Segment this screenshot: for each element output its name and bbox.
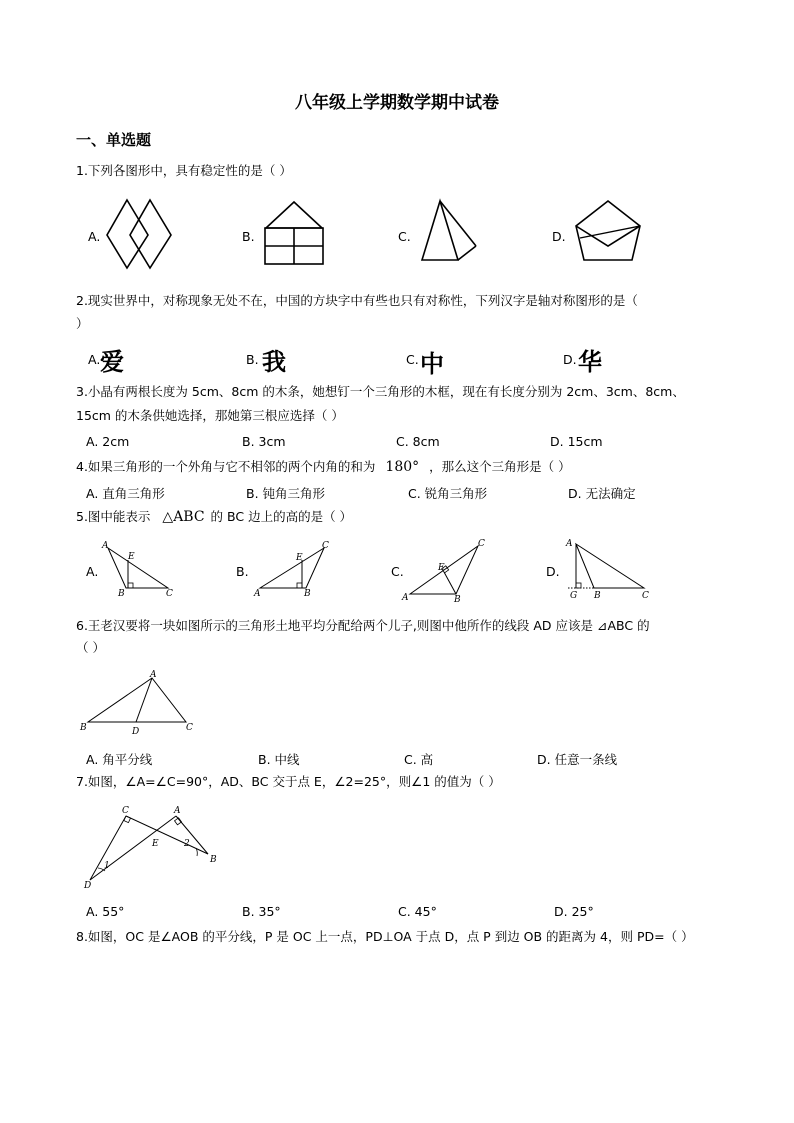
q7-option-c[interactable]: C. 45° bbox=[398, 904, 437, 919]
q2-char-a: 爱 bbox=[100, 348, 124, 376]
q5a-label-c: C bbox=[166, 589, 173, 598]
q6-label-b: B bbox=[80, 723, 87, 733]
q7-angle-2: 2 bbox=[184, 839, 190, 849]
question-4-stem bbox=[76, 457, 571, 477]
q7-label-e: E bbox=[152, 839, 159, 849]
q5-stem-part1: 5.图中能表示 bbox=[76, 509, 151, 524]
q7-label-d: D bbox=[84, 881, 92, 891]
q5b-label-b: B bbox=[304, 589, 311, 598]
q4-stem-part2: ，那么这个三角形是（ ） bbox=[429, 459, 571, 474]
page-title: 八年级上学期数学期中试卷 bbox=[295, 93, 499, 113]
q6-option-d[interactable]: D. 任意一条线 bbox=[537, 752, 618, 767]
question-2-stem-line1: 2.现实世界中，对称现象无处不在，中国的方块字中有些也只有对称性，下列汉字是轴对称图形的是（ bbox=[76, 293, 638, 308]
q5-option-b-label[interactable]: B. bbox=[236, 564, 249, 579]
q4-option-c[interactable]: C. 锐角三角形 bbox=[408, 486, 488, 501]
q2-char-c: 中 bbox=[420, 350, 444, 378]
q5d-label-b: B bbox=[594, 591, 601, 601]
q5c-label-c: C bbox=[478, 539, 485, 549]
q1-figure-a-two-rhombuses bbox=[105, 198, 175, 272]
q4-option-d[interactable]: D. 无法确定 bbox=[568, 486, 636, 501]
q5-figure-b bbox=[250, 540, 334, 598]
q1-option-b-label[interactable]: B. bbox=[242, 229, 255, 244]
q5-option-c-label[interactable]: C. bbox=[391, 564, 404, 579]
q7-label-b: B bbox=[210, 855, 217, 865]
q5d-label-a: A bbox=[566, 539, 573, 549]
q5-figure-a bbox=[100, 540, 180, 598]
question-1-stem: 1.下列各图形中，具有稳定性的是（ ） bbox=[76, 163, 292, 178]
q7-figure bbox=[80, 802, 224, 894]
q5-stem-math: △ABC bbox=[162, 509, 205, 525]
question-5-stem bbox=[76, 507, 352, 527]
q4-stem-math: 180° bbox=[385, 459, 420, 475]
q2-option-b-label[interactable]: B. bbox=[246, 352, 259, 367]
q6-figure-triangle bbox=[78, 668, 204, 740]
q1-option-c-label[interactable]: C. bbox=[398, 229, 411, 244]
q4-option-b[interactable]: B. 钝角三角形 bbox=[246, 486, 326, 501]
q2-option-c-label[interactable]: C. bbox=[406, 352, 419, 367]
q5a-label-a: A bbox=[102, 541, 109, 551]
q4-option-a[interactable]: A. 直角三角形 bbox=[86, 486, 165, 501]
q7-angle-1: 1 bbox=[104, 861, 110, 871]
q6-label-a: A bbox=[150, 670, 157, 680]
q3-option-b[interactable]: B. 3cm bbox=[242, 434, 286, 449]
q5d-label-c: C bbox=[642, 591, 649, 601]
q2-char-b: 我 bbox=[262, 348, 286, 376]
q5-option-a-label[interactable]: A. bbox=[86, 564, 99, 579]
q3-option-d[interactable]: D. 15cm bbox=[550, 434, 603, 449]
q7-option-a[interactable]: A. 55° bbox=[86, 904, 125, 919]
q5b-label-a: A bbox=[254, 589, 261, 598]
q3-option-a[interactable]: A. 2cm bbox=[86, 434, 130, 449]
q7-label-a: A bbox=[174, 806, 181, 816]
q5b-label-c: C bbox=[322, 541, 329, 551]
q5-stem-part2: 的 BC 边上的高的是（ ） bbox=[210, 509, 353, 524]
q2-char-d: 华 bbox=[578, 348, 602, 376]
q1-figure-d-pentagon bbox=[572, 198, 644, 266]
q6-label-d: D bbox=[132, 727, 140, 737]
question-6-stem-line2: （ ） bbox=[76, 640, 105, 655]
q1-option-a-label[interactable]: A. bbox=[88, 229, 101, 244]
q5c-label-a: A bbox=[402, 593, 409, 602]
question-3-stem-line1: 3.小晶有两根长度为 5cm、8cm 的木条，她想钉一个三角形的木框，现在有长度分别为 2cm、3cm、8cm、 bbox=[76, 384, 685, 399]
q7-option-b[interactable]: B. 35° bbox=[242, 904, 281, 919]
q5a-label-e: E bbox=[128, 552, 135, 562]
q1-figure-b-house bbox=[262, 200, 328, 268]
q2-option-a-label[interactable]: A. bbox=[88, 352, 101, 367]
q6-option-b[interactable]: B. 中线 bbox=[258, 752, 300, 767]
question-8-stem: 8.如图，OC 是∠AOB 的平分线，P 是 OC 上一点，PD⊥OA 于点 D，点 P 到边 OB 的距离为 4，则 PD=（ ） bbox=[76, 929, 694, 944]
q5b-label-e: E bbox=[296, 553, 303, 563]
q6-option-c[interactable]: C. 高 bbox=[404, 752, 434, 767]
q7-option-d[interactable]: D. 25° bbox=[554, 904, 594, 919]
q1-option-d-label[interactable]: D. bbox=[552, 229, 566, 244]
q5c-label-e: E bbox=[438, 563, 445, 573]
q5-figure-c bbox=[400, 538, 490, 602]
q5c-label-b: B bbox=[454, 595, 461, 602]
q2-option-d-label[interactable]: D. bbox=[563, 352, 577, 367]
q5-option-d-label[interactable]: D. bbox=[546, 564, 560, 579]
q4-stem-part1: 4.如果三角形的一个外角与它不相邻的两个内角的和为 bbox=[76, 459, 376, 474]
section-heading: 一、单选题 bbox=[76, 131, 152, 149]
q6-label-c: C bbox=[186, 723, 193, 733]
q5a-label-b: B bbox=[118, 589, 125, 598]
question-2-stem-line2: ） bbox=[76, 316, 89, 331]
question-7-stem: 7.如图，∠A=∠C=90°，AD、BC 交于点 E，∠2=25°，则∠1 的值为（ ） bbox=[76, 774, 501, 789]
question-3-stem-line2: 15cm 的木条供她选择，那她第三根应选择（ ） bbox=[76, 408, 344, 423]
question-6-stem-line1: 6.王老汉要将一块如图所示的三角形土地平均分配给两个儿子,则图中他所作的线段 AD 应该是 ⊿ABC 的 bbox=[76, 618, 650, 633]
q1-figure-c-triangular-pyramid bbox=[418, 198, 480, 266]
q6-option-a[interactable]: A. 角平分线 bbox=[86, 752, 153, 767]
q5-figure-d bbox=[562, 538, 658, 602]
q7-label-c: C bbox=[122, 806, 129, 816]
q3-option-c[interactable]: C. 8cm bbox=[396, 434, 440, 449]
q5d-label-g: G bbox=[570, 591, 578, 601]
